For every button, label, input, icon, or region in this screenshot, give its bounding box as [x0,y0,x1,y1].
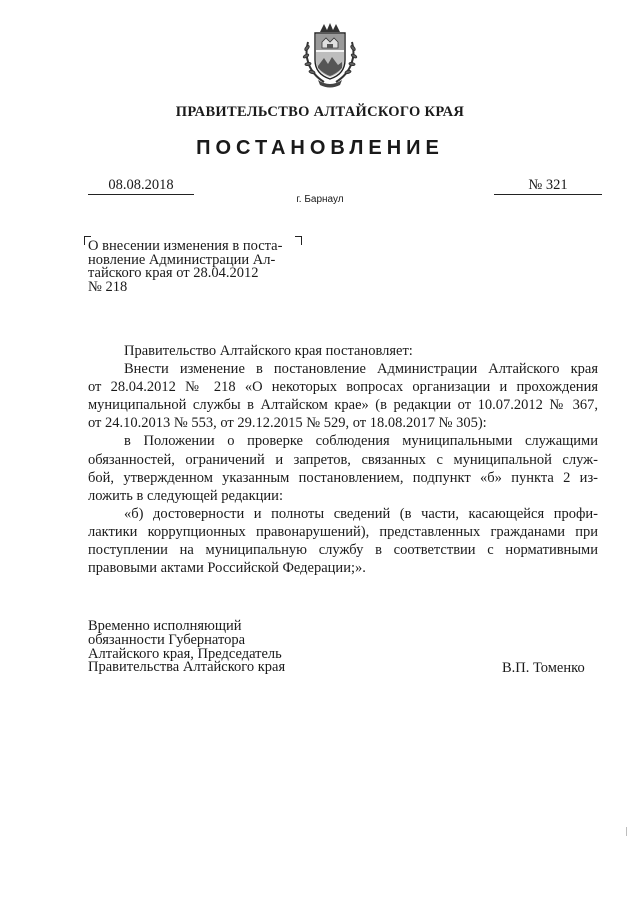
document-number: № 321 [494,176,602,195]
subject-line: новление Администрации Ал- [88,251,276,268]
body-line: лактики коррупционных правонарушений), представленных гражданами при [88,523,598,540]
body-line: Правительство Алтайского края постановляет: [124,343,413,359]
body-line: «б) достоверности и полноты сведений (в части, касающейся профи- [124,505,598,522]
document-type: ПОСТАНОВЛЕНИЕ [196,137,444,159]
scan-mark [626,827,627,836]
subject-line: О внесении изменения в поста- [88,238,283,254]
body-line: от 28.04.2012 № 218 «О некоторых вопросах организации и прохождения [88,379,598,396]
body-line: обязанностей, ограничений и запретов, связанных с муниципальной служ- [88,451,598,468]
body-line: поступлении на муниципальную службу в соответствии с нормативными [88,542,598,559]
subject-line: № 218 [88,278,128,295]
signatory-title-line: обязанности Губернатора [88,631,246,648]
coat-of-arms-emblem [300,22,360,88]
document-body [88,342,598,577]
body-line: от 24.10.2013 № 553, от 29.12.2015 № 529, от 18.08.2017 № 305): [88,415,487,432]
subject-block [88,240,300,294]
signatory-title-line: Временно исполняющий [88,618,242,634]
body-line: муниципальной службы в Алтайском крае» (в редакции от 10.07.2012 № 367, [88,397,598,414]
signatory-title-line: Правительства Алтайского края [88,659,286,676]
city-name: г. Барнаул [296,194,344,205]
organization-name: ПРАВИТЕЛЬСТВО АЛТАЙСКОГО КРАЯ [175,104,465,120]
body-line: бой, утвержденном указанным постановлением, подпункт «б» пункта 2 из- [88,469,598,486]
signatory-title [88,620,348,675]
body-line: в Положении о проверке соблюдения муниципальными служащими [124,433,598,450]
signatory-name: В.П. Томенко [502,660,585,676]
body-line: Внести изменение в постановление Администрации Алтайского края [124,361,598,378]
document-date: 08.08.2018 [88,176,194,195]
body-line: правовыми актами Российской Федерации;». [88,560,366,577]
signatory-title-line: Алтайского края, Председатель [88,645,282,662]
body-line: ложить в следующей редакции: [88,487,283,504]
subject-line: тайского края от 28.04.2012 [88,265,259,281]
